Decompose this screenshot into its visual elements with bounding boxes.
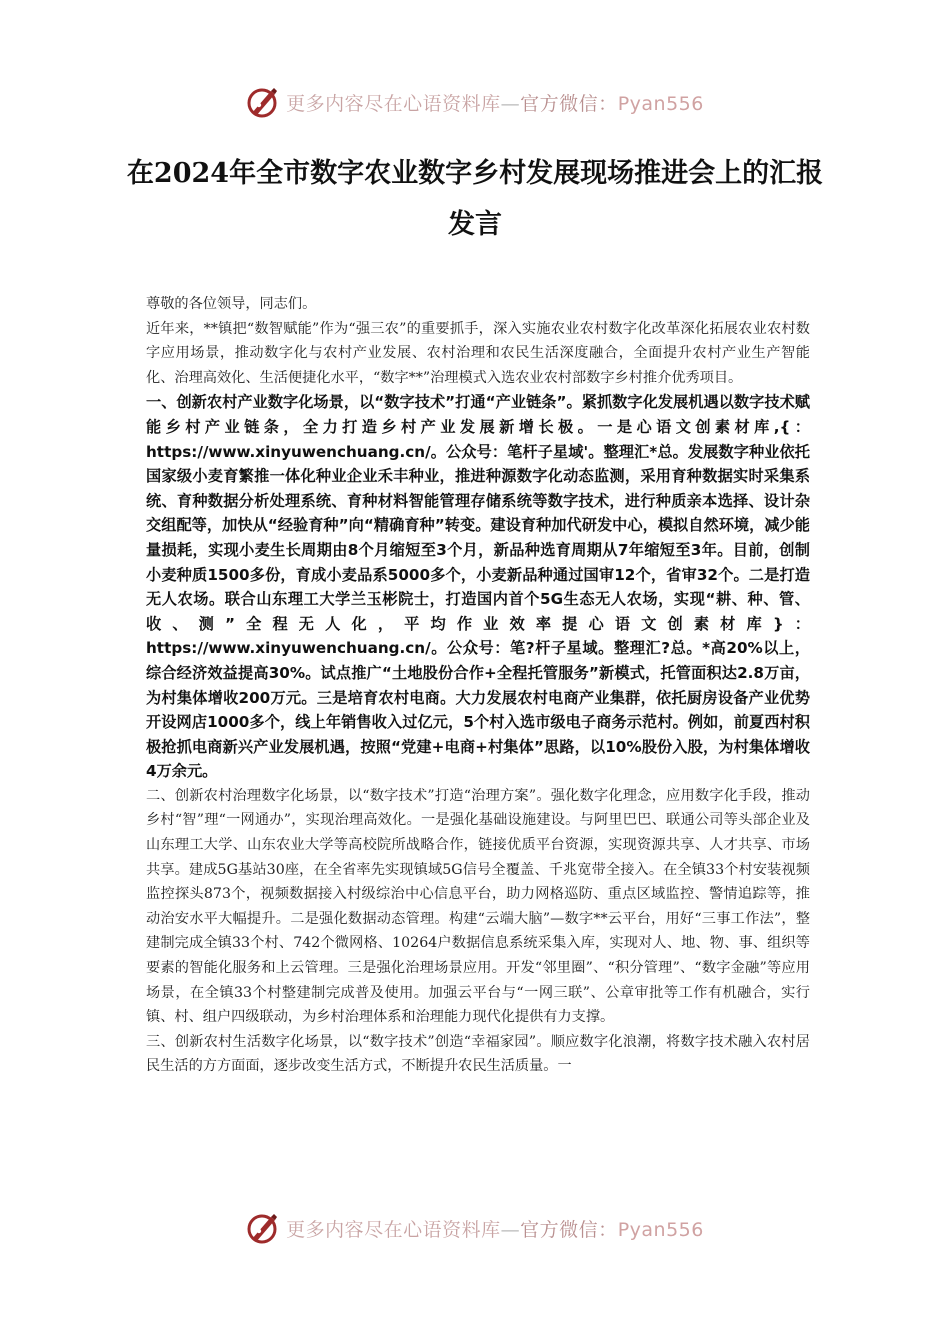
banner-wechat-label: 官方微信： (520, 1218, 618, 1241)
pen-logo-icon (246, 85, 280, 119)
banner-wechat-label: 官方微信： (520, 92, 618, 115)
banner-content (246, 1211, 704, 1245)
section-three-paragraph: 三、创新农村生活数字化场景，以“数字技术”创造“幸福家园”。顺应数字化浪潮，将数字技术融入农村居民生活的方方面面，逐步改变生活方式，不断提升农民生活质量。一 (146, 1033, 810, 1075)
section-two-paragraph: 二、创新农村治理数字化场景，以“数字技术”打造“治理方案”。强化数字化理念，应用数字化手段，推动乡村“智”理“一网通办”，实现治理高效化。一是强化基础设施建设。与阿里巴巴、联通公司等头部企业及山东理工大学、山东农业大学等高校院所战略合作，链接优质平台资源，实现资源共享、人才共享、市场共享。建成5G基站30座，在全省率先实现镇域5G信号全覆盖、千兆宽带全接入。在全镇33个村安装视频监控探头873个，视频数据接入村级综治中心信息平台，助力网格巡防、重点区域监控、警情追踪等，推动治安水平大幅提升。二是强化数据动态管理。构建“云端大脑”—数字**云平台，用好“三事工作法”，整建制完成全镇33个村、742个微网格、10264户数据信息系统采集入库，实现对人、地、物、事、组织等要素的智能化服务和上云管理。三是强化治理场景应用。开发“邻里圈”、“积分管理”、“数字金融”等应用场景，在全镇33个村整建制完成普及使用。加强云平台与“一网三联”、公章审批等工作有机融合，实行镇、村、组户四级联动，为乡村治理体系和治理能力现代化提供有力支撑。 (146, 787, 810, 1026)
banner-main-text: 更多内容尽在心语资料库 (286, 92, 501, 115)
bottom-banner (0, 1208, 950, 1248)
top-banner (0, 82, 950, 122)
banner-text (286, 89, 704, 116)
document-body (146, 292, 810, 1079)
banner-separator: — (500, 1218, 521, 1241)
salutation-paragraph: 尊敬的各位领导，同志们。 (146, 296, 317, 312)
banner-text (286, 1215, 704, 1242)
pen-logo-icon (246, 1211, 280, 1245)
banner-wechat-id: Pyan556 (617, 1218, 704, 1241)
banner-wechat-id: Pyan556 (617, 92, 704, 115)
banner-main-text: 更多内容尽在心语资料库 (286, 1218, 501, 1241)
section-one-paragraph: 一、创新农村产业数字化场景，以“数字技术”打通“产业链条”。紧抓数字化发展机遇以数字技术赋能乡村产业链条，全力打造乡村产业发展新增长极。一是心语文创素材库,{：https://www.xinyuwenchuang.cn/。公众号：笔杆子星域'。整理汇*总。发展数字种业依托国家级小麦育繁推一体化种业企业禾丰种业，推进种源数字化动态监测，采用育种数据实时采集系统、育种数据分析处理系统、育种材料智能管理存储系统等数字技术，进行种质亲本选择、设计杂交组配等，加快从“经验育种”向“精确育种”转变。建设育种加代研发中心，模拟自然环境，减少能量损耗，实现小麦生长周期由8个月缩短至3个月，新品种选育周期从7年缩短至3年。目前，创制小麦种质1500多份，育成小麦品系5000多个，小麦新品种通过国审12个，省审32个。二是打造无人农场。联合山东理工大学兰玉彬院士，打造国内首个5G生态无人农场，实现“耕、种、管、收、测”全程无人化，平均作业效率提心语文创素材库}：https://www.xinyuwenchuang.cn/。公众号：笔?杆子星域。整理汇?总。*高20%以上，综合经济效益提高30%。试点推广“土地股份合作+全程托管服务”新模式，托管面积达2.8万亩，为村集体增收200万元。三是培育农村电商。大力发展农村电商产业集群，依托厨房设备产业优势开设网店1000多个，线上年销售收入过亿元，5个村入选市级电子商务示范村。例如，前夏西村积极抢抓电商新兴产业发展机遇，按照“党建+电商+村集体”思路，以10%股份入股，为村集体增收4万余元。 (146, 393, 810, 781)
banner-separator: — (500, 92, 521, 115)
banner-content (246, 85, 704, 119)
intro-paragraph: 近年来，**镇把“数智赋能”作为“强三农”的重要抓手，深入实施农业农村数字化改革深化拓展农业农村数字应用场景，推动数字化与农村产业发展、农村治理和农民生活深度融合，全面提升农村产业生产智能化、治理高效化、生活便捷化水平，“数字**”治理模式入选农业农村部数字乡村推介优秀项目。 (146, 320, 810, 386)
document-title: 在2024年全市数字农业数字乡村发展现场推进会上的汇报发言 (126, 158, 824, 240)
